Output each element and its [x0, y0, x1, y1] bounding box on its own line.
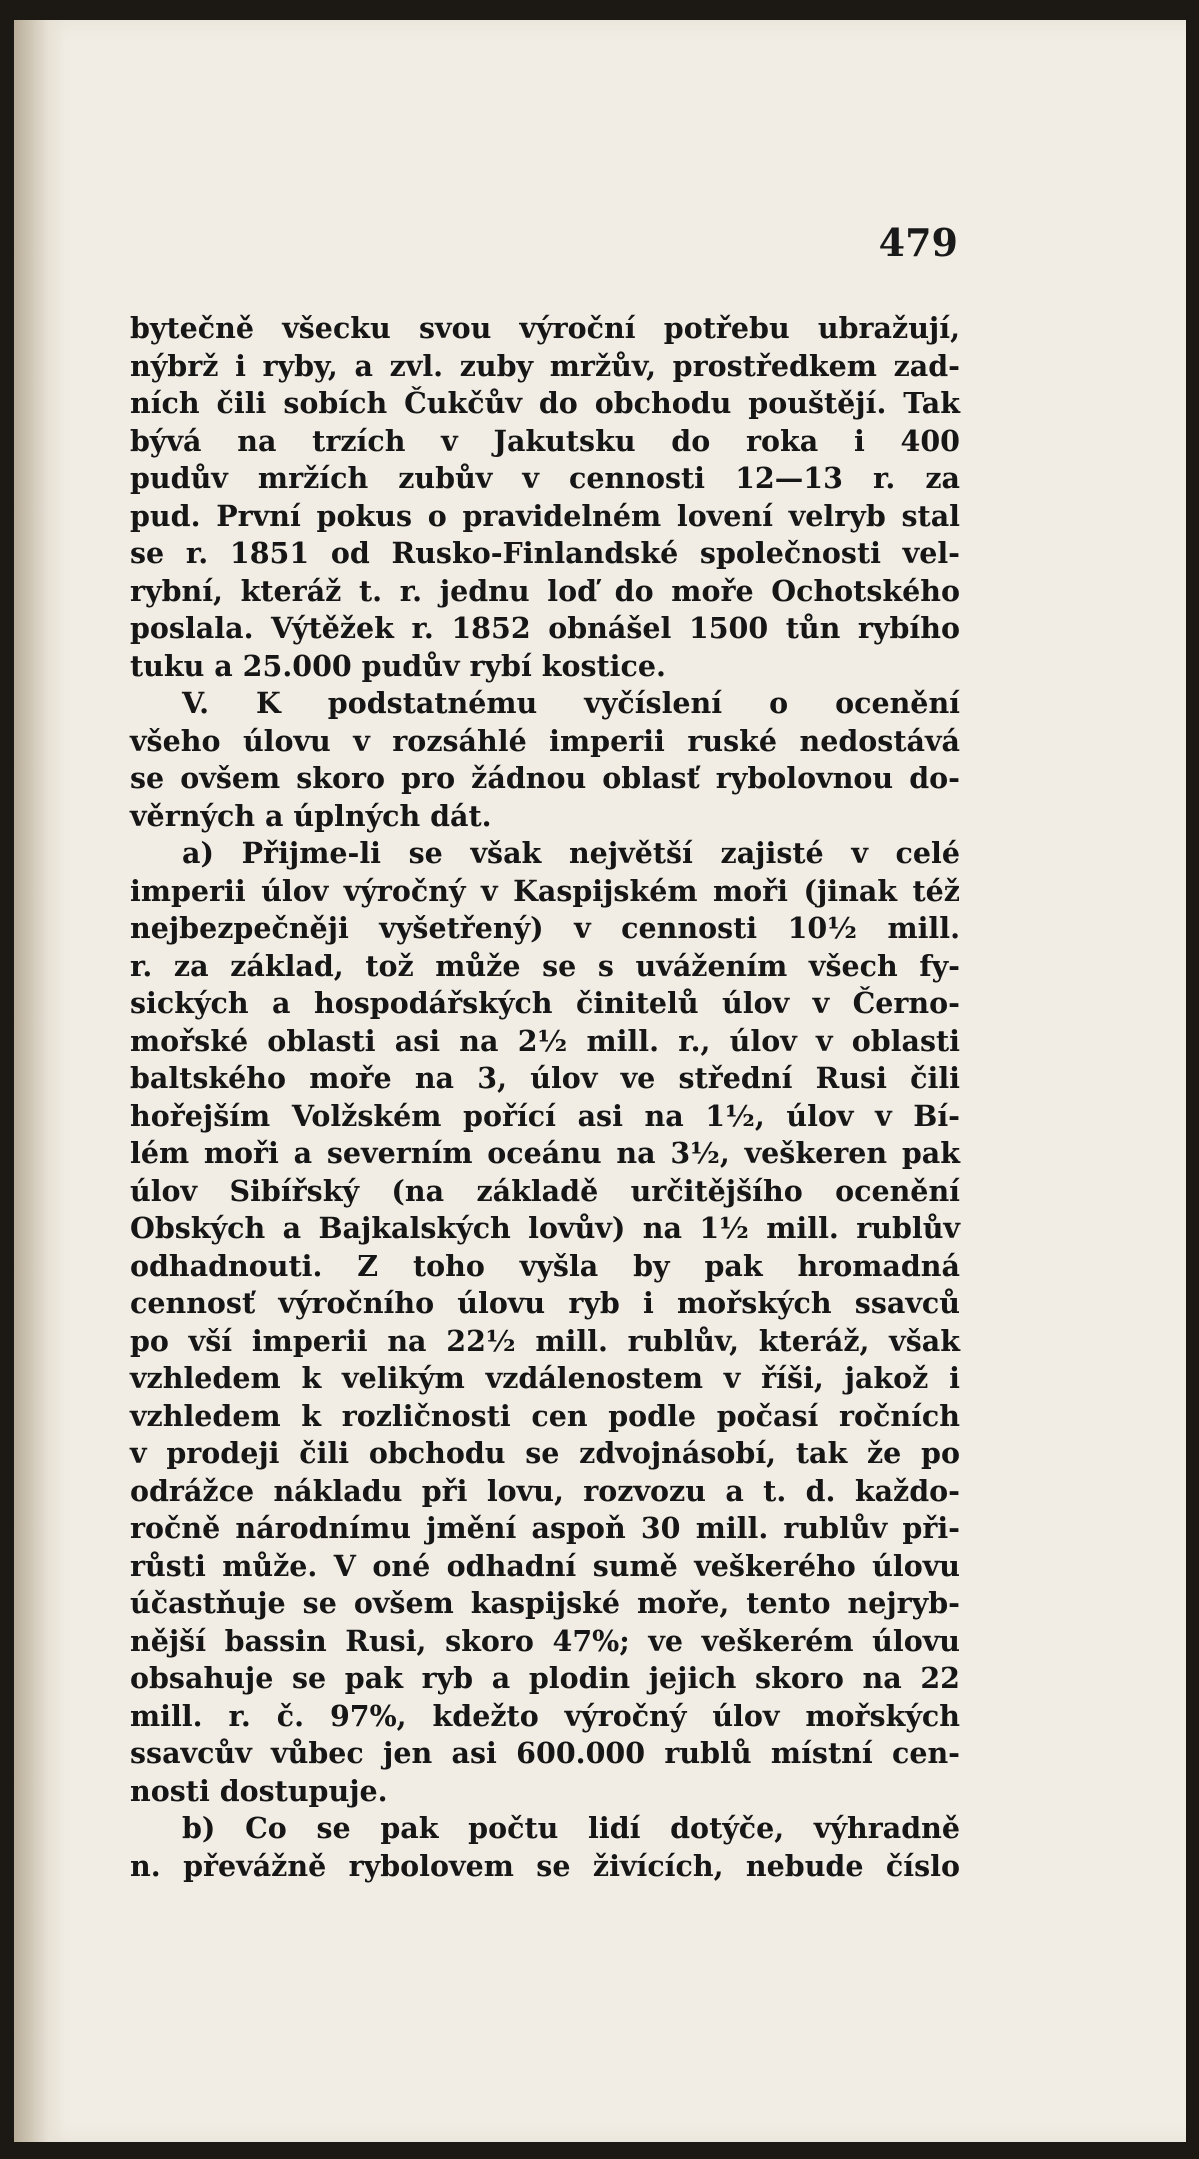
text-line: mořské oblasti asi na 2½ mill. r., úlov v oblasti [130, 1023, 960, 1058]
text-line: účastňuje se ovšem kaspijské moře, tento nejryb- [130, 1586, 960, 1620]
text-line: bytečně všecku svou výroční potřebu ubražují, [130, 311, 960, 345]
text-line: odrážce nákladu při lovu, rozvozu a t. d. každo- [130, 1473, 960, 1508]
text-line: nější bassin Rusi, skoro 47%; ve veškerém úlovu [130, 1623, 960, 1658]
page-number: 479 [878, 220, 958, 265]
text-line: ssavcův vůbec jen asi 600.000 rublů místní cen- [130, 1736, 960, 1770]
text-line: věrných a úplných dát. [130, 798, 492, 833]
text-line: ních čili sobích Čukčův do obchodu pouštějí. Tak [130, 386, 960, 420]
page-gutter [14, 20, 64, 2142]
text-line: rybní, kteráž t. r. jednu loď do moře Ochotského [130, 573, 960, 608]
text-line: se r. 1851 od Rusko-Finlandské společnosti vel- [130, 536, 960, 570]
text-line: imperii úlov výročný v Kaspijském moři (jinak též [130, 873, 960, 908]
text-line: obsahuje se pak ryb a plodin jejich skoro na 22 [130, 1661, 960, 1695]
text-line: pudův mržích zubův v cennosti 12—13 r. za [130, 461, 960, 495]
text-line: b) Co se pak počtu lidí dotýče, výhradně [182, 1811, 960, 1845]
text-line: úlov Sibířský (na základě určitějšího ocenění [130, 1173, 960, 1208]
text-line: v prodeji čili obchodu se zdvojnásobí, tak že po [130, 1436, 960, 1470]
text-line: všeho úlovu v rozsáhlé imperii ruské nedostává [130, 723, 960, 758]
text-line: tuku a 25.000 pudův rybí kostice. [130, 648, 666, 683]
text-line: n. převážně rybolovem se živících, nebude číslo [130, 1848, 960, 1883]
text-line: baltského moře na 3, úlov ve střední Rusi čili [130, 1061, 960, 1095]
text-line: V. K podstatnému vyčíslení o ocenění [182, 686, 960, 720]
text-line: cennosť výročního úlovu ryb i mořských ssavců [130, 1286, 960, 1320]
text-line: po vší imperii na 22½ mill. rublův, kteráž, však [130, 1323, 960, 1358]
text-line: vzhledem k velikým vzdálenostem v říši, jakož i [130, 1361, 960, 1395]
body-text [130, 310, 960, 1885]
text-line: Obských a Bajkalských lovův) na 1½ mill. rublův [130, 1211, 960, 1245]
text-line: nejbezpečněji vyšetřený) v cennosti 10½ mill. [130, 911, 960, 945]
text-line: se ovšem skoro pro žádnou oblasť rybolovnou do- [130, 761, 960, 795]
text-line: růsti může. V oné odhadní sumě veškerého úlovu [130, 1548, 960, 1583]
text-line: hořejším Volžském pořící asi na 1½, úlov v Bí- [130, 1098, 960, 1133]
text-line: ročně národnímu jmění aspoň 30 mill. rublův při- [130, 1511, 960, 1545]
text-line: odhadnouti. Z toho vyšla by pak hromadná [130, 1248, 960, 1283]
text-line: bývá na trzích v Jakutsku do roka i 400 [130, 423, 960, 458]
text-line: mill. r. č. 97%, kdežto výročný úlov mořských [130, 1698, 960, 1733]
text-line: nosti dostupuje. [130, 1773, 388, 1808]
text-line: lém moři a severním oceánu na 3½, veškeren pak [130, 1136, 960, 1170]
text-line: r. za základ, tož může se s uvážením všech fy- [130, 948, 960, 983]
text-line: vzhledem k rozličnosti cen podle počasí ročních [130, 1398, 960, 1433]
text-line: nýbrž i ryby, a zvl. zuby mržův, prostředkem zad- [130, 348, 960, 383]
text-line: poslala. Výtěžek r. 1852 obnášel 1500 tůn rybího [130, 611, 960, 645]
text-line: a) Přijme-li se však největší zajisté v celé [182, 836, 960, 870]
text-line: pud. První pokus o pravidelném lovení velryb stal [130, 498, 960, 533]
text-line: sických a hospodářských činitelů úlov v Černo- [130, 986, 960, 1020]
